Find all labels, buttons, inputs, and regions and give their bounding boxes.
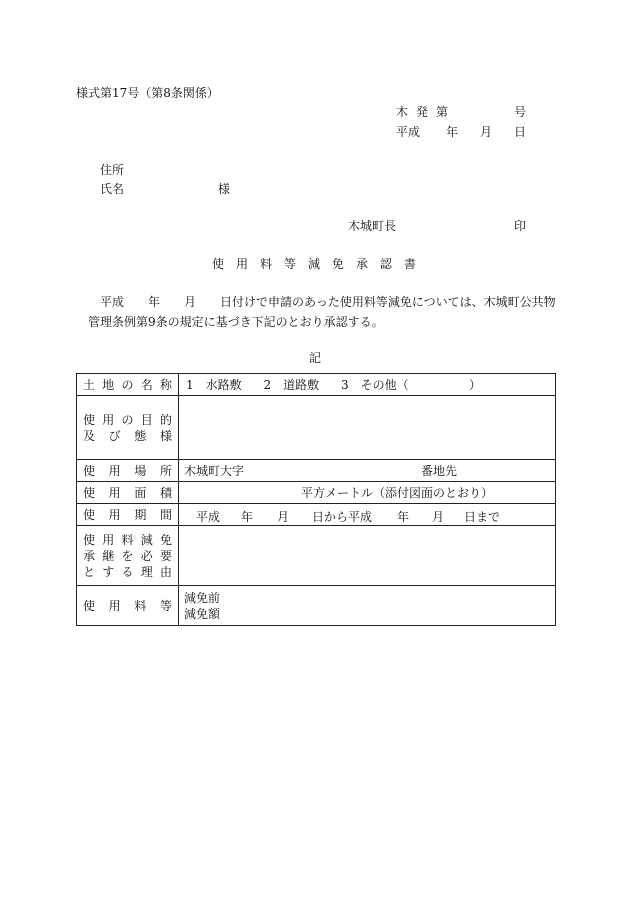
label-char: 名 bbox=[140, 378, 153, 392]
period-era: 平成 bbox=[196, 510, 221, 524]
doc-number-prefix-2: 発 bbox=[416, 105, 429, 119]
area-unit-text: 平方メートル（添付図面のとおり） bbox=[301, 486, 494, 500]
label-char: 的 bbox=[159, 412, 172, 427]
details-table bbox=[76, 373, 556, 626]
date-month: 月 bbox=[480, 125, 493, 139]
label-char: 面 bbox=[134, 486, 147, 500]
option-other: 3 その他（ bbox=[340, 378, 409, 392]
body-line-2: 管理条例第9条の規定に基づき下記のとおり承認する。 bbox=[88, 315, 384, 329]
fee-reduction-label: 減免額 bbox=[184, 606, 221, 621]
body-era: 平成 bbox=[100, 295, 125, 309]
title-char: 等 bbox=[283, 257, 296, 271]
option-road: 2 道路敷 bbox=[263, 378, 320, 392]
label-char: 用 bbox=[108, 464, 121, 478]
honorific: 様 bbox=[218, 182, 231, 196]
label-char: 用 bbox=[108, 486, 121, 500]
title-char: 使 bbox=[212, 257, 225, 271]
seal-mark: 印 bbox=[514, 219, 527, 233]
label-char: の bbox=[121, 378, 134, 392]
title-char: 書 bbox=[403, 257, 416, 271]
period-month: 月 bbox=[277, 510, 290, 524]
label-char: 間 bbox=[159, 508, 172, 522]
label-char: 積 bbox=[159, 486, 172, 500]
option-waterway: 1 水路敷 bbox=[186, 378, 242, 392]
period-end-year: 年 bbox=[397, 510, 410, 524]
label-land-name bbox=[77, 374, 179, 396]
label-char: を bbox=[121, 548, 134, 563]
label-char: 目 bbox=[140, 412, 153, 427]
label-char: 料 bbox=[121, 532, 134, 547]
label-char: 用 bbox=[102, 532, 115, 547]
label-char: と bbox=[83, 564, 96, 579]
location-town: 木城町大字 bbox=[184, 464, 245, 478]
period-until: 日まで bbox=[464, 510, 501, 524]
title-char: 認 bbox=[379, 257, 392, 271]
title-char: 用 bbox=[235, 257, 248, 271]
value-reason[interactable] bbox=[179, 526, 556, 586]
label-char: 及 bbox=[83, 428, 96, 443]
address-label: 住所 bbox=[100, 163, 125, 177]
document-title bbox=[212, 255, 416, 272]
title-char: 減 bbox=[307, 257, 320, 271]
date-year: 年 bbox=[446, 125, 459, 139]
name-label: 氏名 bbox=[100, 182, 125, 196]
body-text: 日付けで申請のあった使用料等減免については、木城町公共物 bbox=[220, 295, 556, 309]
label-char: 用 bbox=[108, 508, 121, 522]
option-other-close: ） bbox=[469, 378, 482, 392]
body-year: 年 bbox=[148, 295, 161, 309]
label-purpose bbox=[77, 396, 179, 460]
date-day: 日 bbox=[514, 125, 527, 139]
label-reason bbox=[77, 526, 179, 586]
body-month: 月 bbox=[184, 295, 197, 309]
label-char: 用 bbox=[102, 412, 115, 427]
period-year: 年 bbox=[241, 510, 254, 524]
form-number: 様式第17号（第8条関係） bbox=[76, 86, 219, 100]
label-char: 称 bbox=[159, 378, 172, 392]
title-char: 料 bbox=[259, 257, 272, 271]
ki-heading: 記 bbox=[309, 351, 322, 365]
value-purpose[interactable] bbox=[179, 396, 556, 460]
label-char: 使 bbox=[83, 486, 96, 500]
value-location[interactable] bbox=[179, 460, 556, 482]
row-purpose bbox=[77, 396, 556, 460]
value-period[interactable] bbox=[179, 504, 556, 526]
label-char: 使 bbox=[83, 508, 96, 522]
label-char: 使 bbox=[83, 464, 96, 478]
label-location bbox=[77, 460, 179, 482]
row-fee bbox=[77, 586, 556, 626]
row-location bbox=[77, 460, 556, 482]
label-char: 由 bbox=[159, 564, 172, 579]
label-char: 必 bbox=[140, 548, 153, 563]
label-char: 使 bbox=[83, 532, 96, 547]
label-char: 承 bbox=[83, 548, 96, 563]
date-era: 平成 bbox=[396, 125, 421, 139]
label-char: 要 bbox=[159, 548, 172, 563]
label-char: る bbox=[121, 564, 134, 579]
row-area bbox=[77, 482, 556, 504]
issuer-name: 木城町長 bbox=[348, 219, 397, 233]
label-char: 等 bbox=[159, 599, 172, 613]
label-char: 料 bbox=[134, 599, 147, 613]
value-land-name[interactable] bbox=[179, 374, 556, 396]
label-char: 場 bbox=[134, 464, 147, 478]
label-char: 免 bbox=[159, 532, 172, 547]
label-char: 地 bbox=[102, 378, 115, 392]
label-char: 継 bbox=[102, 548, 115, 563]
row-reason bbox=[77, 526, 556, 586]
fee-before-label: 減免前 bbox=[184, 590, 221, 605]
label-char: 用 bbox=[108, 599, 121, 613]
doc-number-prefix-3: 第 bbox=[436, 105, 449, 119]
value-fee[interactable] bbox=[179, 586, 556, 626]
label-char: 様 bbox=[159, 428, 172, 443]
label-char: 理 bbox=[140, 564, 153, 579]
title-char: 承 bbox=[355, 257, 368, 271]
label-period bbox=[77, 504, 179, 526]
doc-number-suffix: 号 bbox=[514, 105, 527, 119]
row-period bbox=[77, 504, 556, 526]
label-char: 態 bbox=[134, 428, 147, 443]
period-from: 日から平成 bbox=[312, 510, 373, 524]
label-char: 減 bbox=[140, 532, 153, 547]
period-end-month: 月 bbox=[432, 510, 445, 524]
label-char: の bbox=[121, 412, 134, 427]
label-char: 土 bbox=[83, 378, 96, 392]
label-char: 所 bbox=[159, 464, 172, 478]
row-land-name bbox=[77, 374, 556, 396]
value-area[interactable] bbox=[179, 482, 556, 504]
label-char: す bbox=[102, 564, 115, 579]
label-area bbox=[77, 482, 179, 504]
location-suffix: 番地先 bbox=[421, 464, 458, 478]
doc-number-prefix-1: 木 bbox=[396, 105, 409, 119]
label-char: び bbox=[108, 428, 121, 443]
label-char: 期 bbox=[134, 508, 147, 522]
label-char: 使 bbox=[83, 599, 96, 613]
label-fee bbox=[77, 586, 179, 626]
title-char: 免 bbox=[331, 257, 344, 271]
label-char: 使 bbox=[83, 412, 96, 427]
